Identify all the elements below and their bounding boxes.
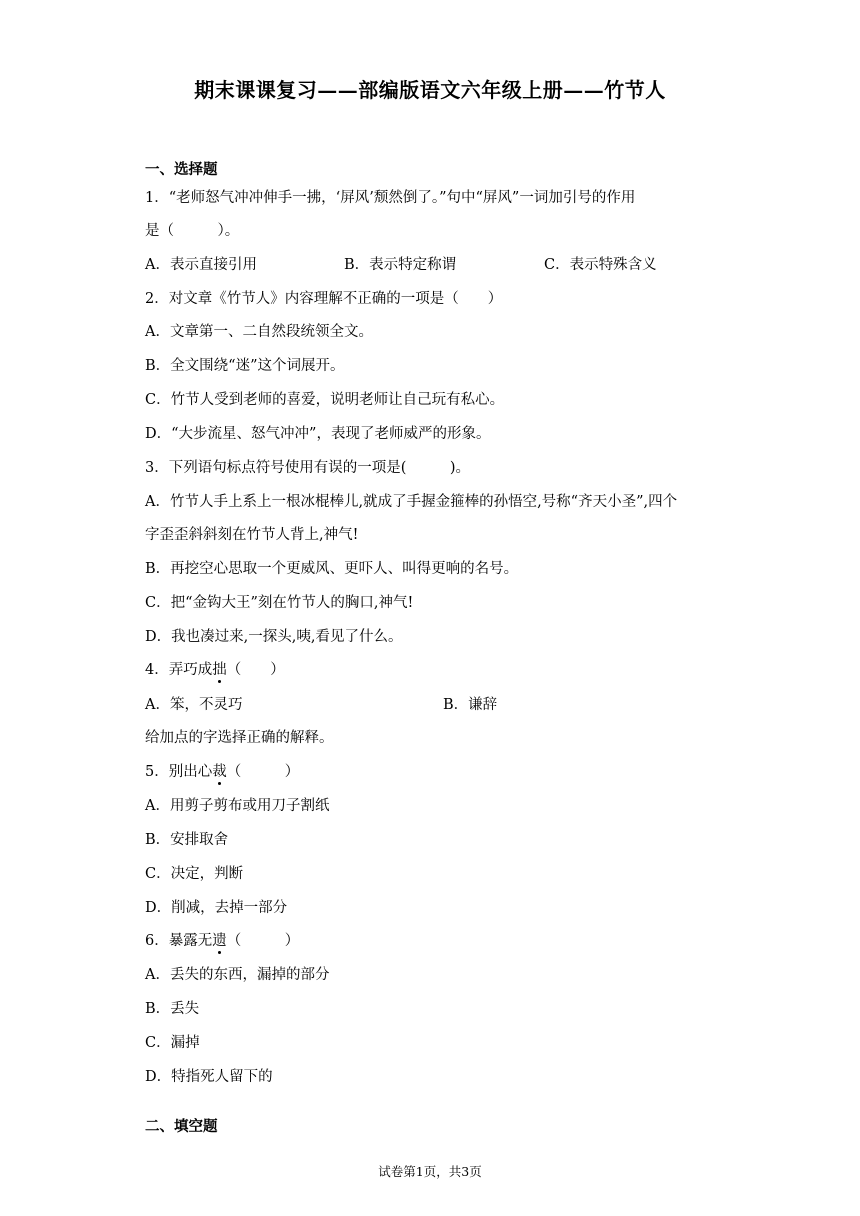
q5-dotted-char: 裁 xyxy=(212,764,227,780)
q4-stem-prefix: 4．弄巧成 xyxy=(145,662,213,678)
q4-option-a: A．笨，不灵巧 xyxy=(145,697,243,713)
q4-instruction: 给加点的字选择正确的解释。 xyxy=(145,730,334,746)
q1-option-a: A．表示直接引用 xyxy=(145,257,257,273)
q6-dotted-char: 遗 xyxy=(212,933,227,949)
q2-option-a: A．文章第一、二自然段统领全文。 xyxy=(145,324,373,340)
q1-stem-line2: 是（ ）。 xyxy=(145,223,240,239)
q4-dotted-char: 拙 xyxy=(212,662,227,678)
q2-option-d: D．“大步流星、怒气冲冲”，表现了老师威严的形象。 xyxy=(145,426,491,442)
q6-stem-suffix: （ ） xyxy=(226,933,300,949)
q6-option-b: B．丢失 xyxy=(145,1001,200,1017)
q5-stem-prefix: 5．别出心 xyxy=(145,764,213,780)
q1-option-b: B．表示特定称谓 xyxy=(344,257,457,273)
q6-option-d: D．特指死人留下的 xyxy=(145,1069,273,1085)
q4-stem-suffix: （ ） xyxy=(226,662,285,678)
section-heading-fill: 二、填空题 xyxy=(145,1118,218,1135)
q5-option-d: D．削减，去掉一部分 xyxy=(145,900,288,916)
section-heading-choice: 一、选择题 xyxy=(145,161,218,178)
q5-option-b: B．安排取舍 xyxy=(145,832,229,848)
q5-option-a: A．用剪子剪布或用刀子割纸 xyxy=(145,798,330,814)
q3-option-d: D．我也凑过来,一探头,咦,看见了什么。 xyxy=(145,629,403,645)
q1-stem-line1: 1．“老师怒气冲冲伸手一拂，‘屏风’颓然倒了。”句中“屏风”一词加引号的作用 xyxy=(145,190,636,206)
q5-option-c: C．决定，判断 xyxy=(145,866,244,882)
page-title: 期末课课复习——部编版语文六年级上册——竹节人 xyxy=(194,78,666,102)
q2-option-b: B．全文围绕“迷”这个词展开。 xyxy=(145,358,345,374)
q6-option-a: A．丢失的东西，漏掉的部分 xyxy=(145,967,330,983)
q3-stem: 3．下列语句标点符号使用有误的一项是( )。 xyxy=(145,460,471,476)
q3-option-a-line2: 字歪歪斜斜刻在竹节人背上,神气! xyxy=(145,527,359,543)
q6-stem-prefix: 6．暴露无 xyxy=(145,933,213,949)
q3-option-c: C．把“金钩大王”刻在竹节人的胸口,神气! xyxy=(145,595,414,611)
q5-stem-suffix: （ ） xyxy=(226,764,300,780)
q2-stem: 2．对文章《竹节人》内容理解不正确的一项是（ ） xyxy=(145,291,503,307)
page-footer: 试卷第1页，共3页 xyxy=(378,1164,482,1179)
q4-option-b: B．谦辞 xyxy=(443,697,498,713)
q1-option-c: C．表示特殊含义 xyxy=(544,257,657,273)
q3-option-a-line1: A．竹节人手上系上一根冰棍棒儿,就成了手握金箍棒的孙悟空,号称“齐天小圣”,四个 xyxy=(145,494,678,510)
q2-option-c: C．竹节人受到老师的喜爱，说明老师让自己玩有私心。 xyxy=(145,392,505,408)
q6-stem xyxy=(145,929,299,950)
q3-option-b: B．再挖空心思取一个更威风、更吓人、叫得更响的名号。 xyxy=(145,561,519,577)
q4-stem xyxy=(145,658,285,679)
q5-stem xyxy=(145,760,299,781)
q6-option-c: C．漏掉 xyxy=(145,1035,200,1051)
